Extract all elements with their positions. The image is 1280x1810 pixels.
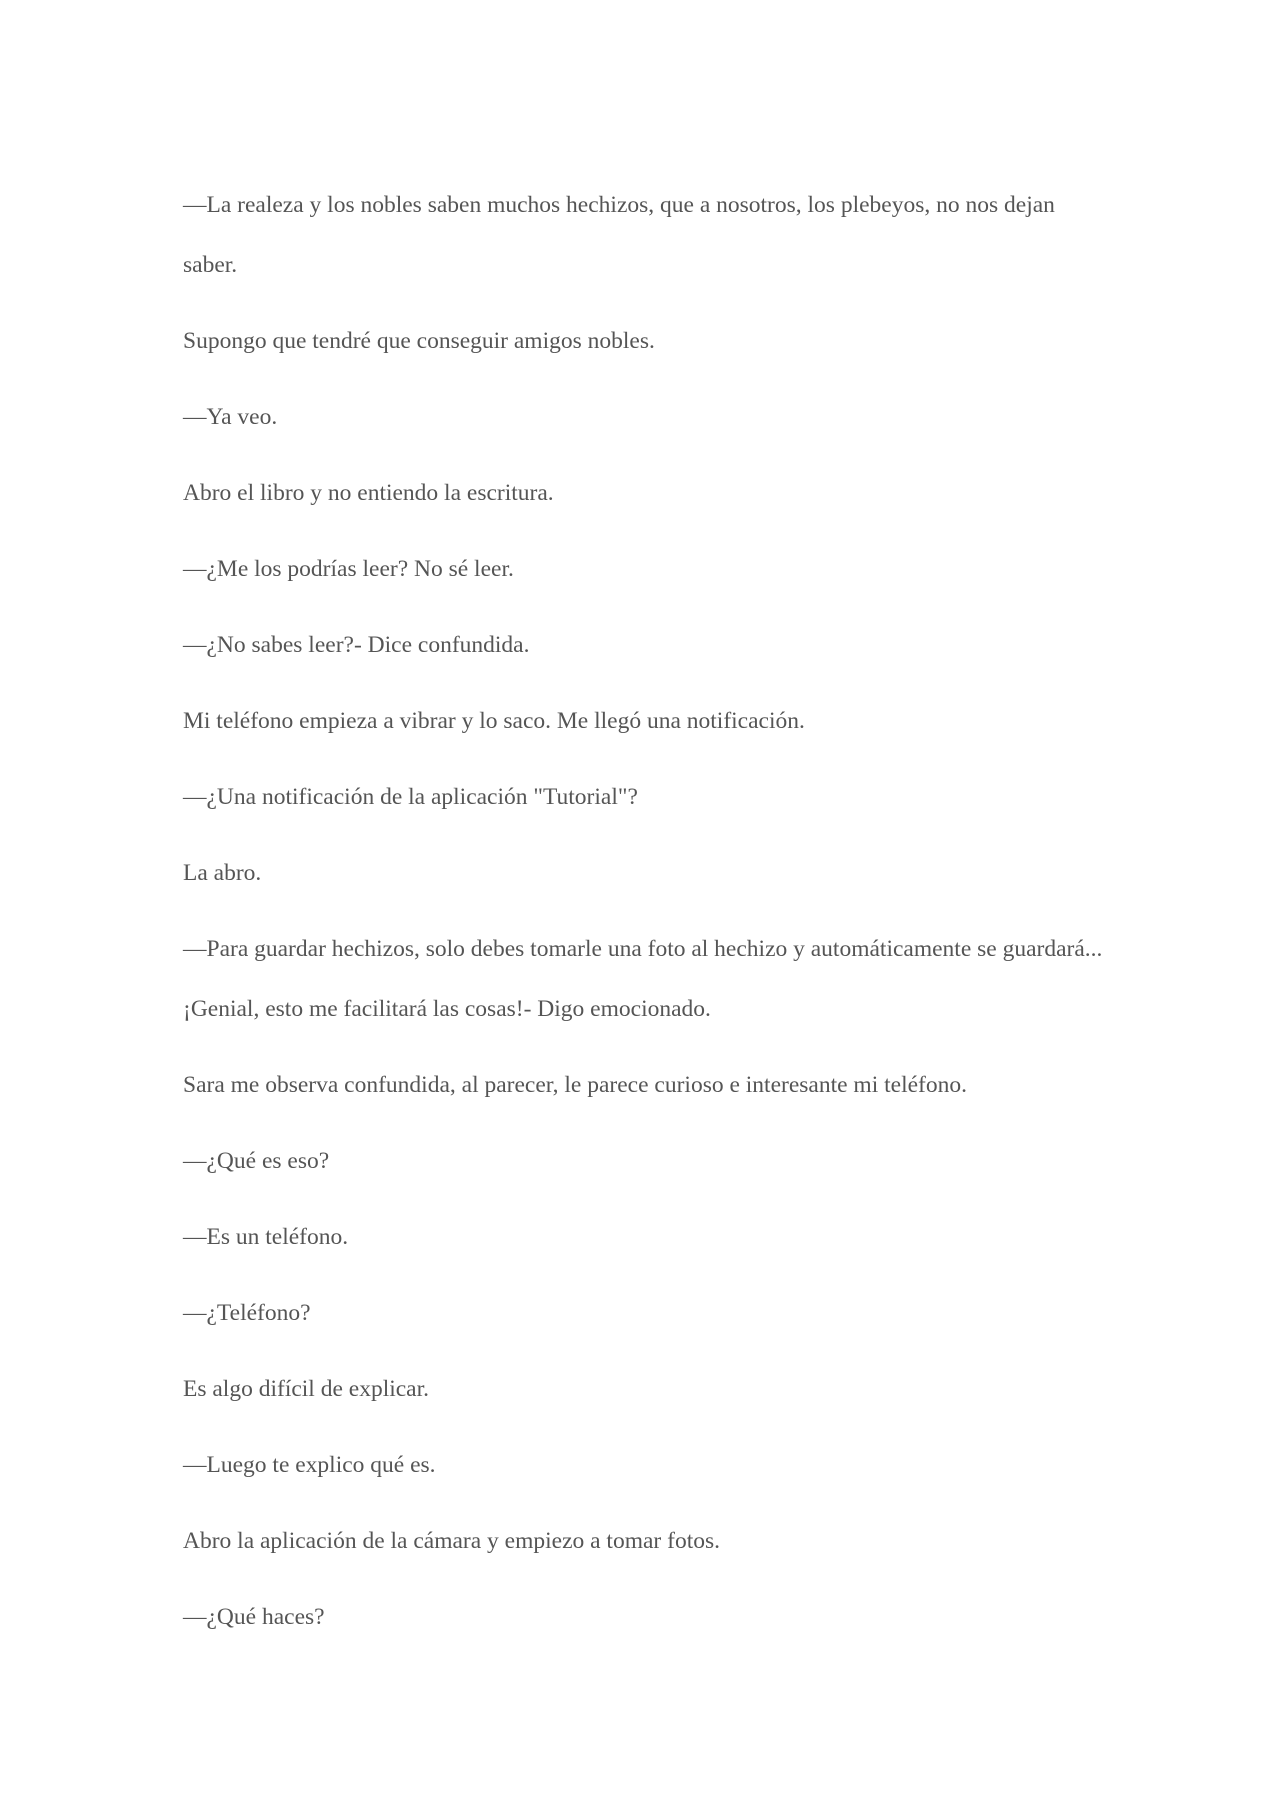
paragraph-4: Abro el libro y no entiendo la escritura. [183,480,554,506]
paragraph-15: Es algo difícil de explicar. [183,1376,430,1402]
paragraph-14: —¿Teléfono? [183,1300,311,1326]
paragraph-2: Supongo que tendré que conseguir amigos nobles. [183,328,655,354]
paragraph-11: Sara me observa confundida, al parecer, le parece curioso e interesante mi teléfono. [183,1072,967,1098]
paragraph-13: —Es un teléfono. [183,1224,349,1250]
paragraph-18: —¿Qué haces? [183,1604,325,1630]
paragraph-10: —Para guardar hechizos, solo debes tomarle una foto al hechizo y automáticamente se guardará... ¡Genial, esto me facilitará las cosas!- Digo emocionado. [183,936,1103,1022]
paragraph-8: —¿Una notificación de la aplicación "Tutorial"? [183,784,638,810]
paragraph-6: —¿No sabes leer?- Dice confundida. [183,632,530,658]
paragraph-1: —La realeza y los nobles saben muchos hechizos, que a nosotros, los plebeyos, no nos dejan saber. [183,192,1055,278]
paragraph-17: Abro la aplicación de la cámara y empiezo a tomar fotos. [183,1528,721,1554]
document-body [183,175,1113,1663]
paragraph-9: La abro. [183,860,262,886]
paragraph-16: —Luego te explico qué es. [183,1452,436,1478]
paragraph-12: —¿Qué es eso? [183,1148,330,1174]
paragraph-5: —¿Me los podrías leer? No sé leer. [183,556,514,582]
paragraph-3: —Ya veo. [183,404,278,430]
paragraph-7: Mi teléfono empieza a vibrar y lo saco. Me llegó una notificación. [183,708,805,734]
